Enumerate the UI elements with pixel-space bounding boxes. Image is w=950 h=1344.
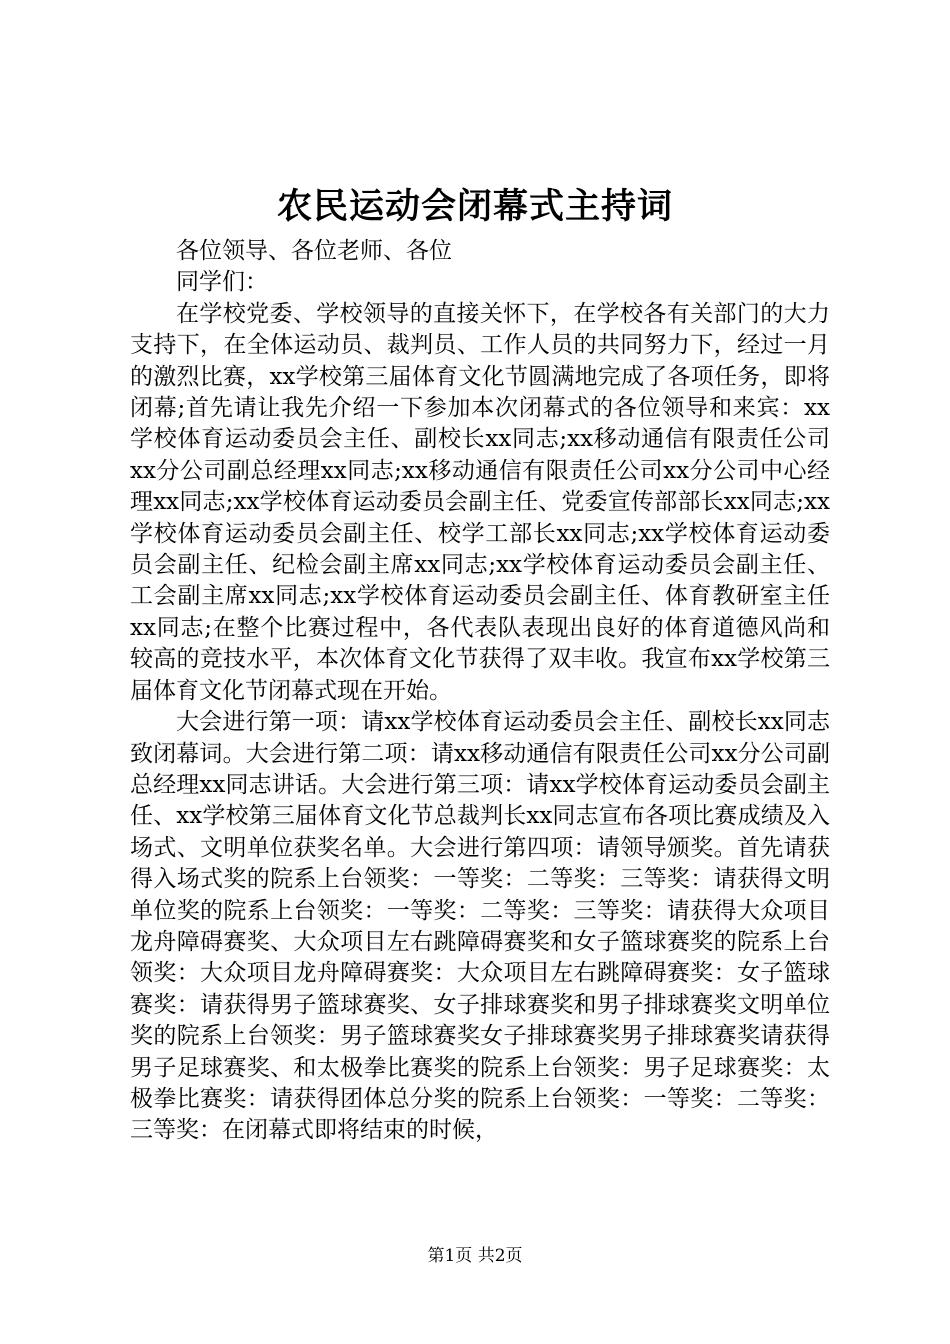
salutation-line-1: 各位领导、各位老师、各位 [176, 238, 452, 264]
salutation-line-2: 同学们： [176, 269, 268, 296]
document-title: 农民运动会闭幕式主持词 [276, 186, 673, 227]
page-number-footer: 第1页 共2页 [427, 1246, 523, 1266]
opening-paragraph: 在学校党委、学校领导的直接关怀下，在学校各有关部门的大力支持下，在全体运动员、裁判员、工作人员的共同努力下，经过一月的激烈比赛，xx学校第三届体育文化节圆满地完成了各项任务，即将闭幕;首先请让我先介绍一下参加本次闭幕式的各位领导和来宾：xx学校体育运动委员会主任、副校长xx同志;xx移动通信有限责任公司xx分公司副总经理xx同志;xx移动通信有限责任公司xx分公司中心经理xx同志;xx学校体育运动委员会副主任、党委宣传部部长xx同志;xx学校体育运动委员会副主任、校学工部长xx同志;xx学校体育运动委员会副主任、纪检会副主席xx同志;xx学校体育运动委员会副主任、工会副主席xx同志;xx学校体育运动委员会副主任、体育教研室主任xx同志;在整个比赛过程中，各代表队表现出良好的体育道德风尚和较高的竞技水平，本次体育文化节获得了双丰收。我宣布xx学校第三届体育文化节闭幕式现在开始。 [130, 300, 830, 704]
agenda-paragraph: 大会进行第一项：请xx学校体育运动委员会主任、副校长xx同志致闭幕词。大会进行第二项：请xx移动通信有限责任公司xx分公司副总经理xx同志讲话。大会进行第三项：请xx学校体育运动委员会副主任、xx学校第三届体育文化节总裁判长xx同志宣布各项比赛成绩及入场式、文明单位获奖名单。大会进行第四项：请领导颁奖。首先请获得入场式奖的院系上台领奖：一等奖：二等奖：三等奖：请获得文明单位奖的院系上台领奖：一等奖：二等奖：三等奖：请获得大众项目龙舟障碍赛奖、大众项目左右跳障碍赛奖和女子篮球赛奖的院系上台领奖：大众项目龙舟障碍赛奖：大众项目左右跳障碍赛奖：女子篮球赛奖：请获得男子篮球赛奖、女子排球赛奖和男子排球赛奖文明单位奖的院系上台领奖：男子篮球赛奖女子排球赛奖男子排球赛奖请获得男子足球赛奖、和太极拳比赛奖的院系上台领奖：男子足球赛奖：太极拳比赛奖：请获得团体总分奖的院系上台领奖：一等奖：二等奖：三等奖：在闭幕式即将结束的时候， [130, 709, 830, 1144]
document-body [130, 236, 830, 1147]
